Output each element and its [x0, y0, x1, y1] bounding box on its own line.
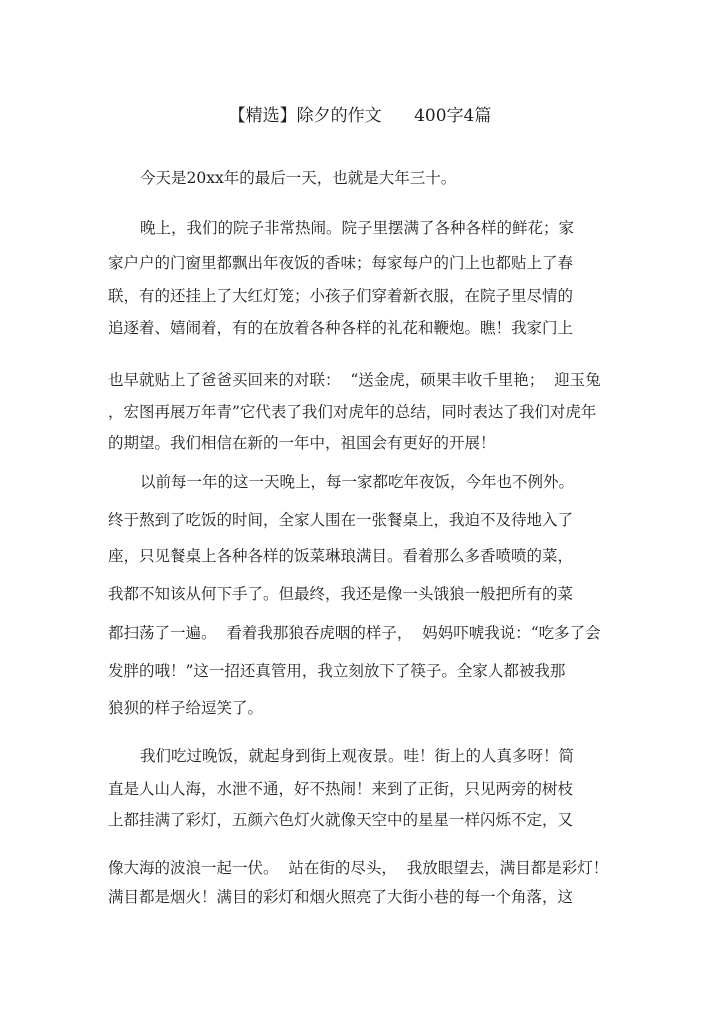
paragraph-line: 满目都是烟火！满目的彩灯和烟火照亮了大街小巷的每一个角落，这 [108, 888, 574, 906]
paragraph-line: 晚上，我们的院子非常热闹。院子里摆满了各种各样的鲜花；家 [140, 219, 575, 237]
paragraph-line: 也早就贴上了爸爸买回来的对联： “送金虎，硕果丰收千里艳； 迎玉兔 [108, 371, 601, 389]
document-title: 【精选】除夕的作文 400字4篇 [228, 106, 492, 126]
paragraph-line: 今天是20xx年的最后一天，也就是大年三十。 [140, 169, 457, 187]
paragraph-line: 我们吃过晚饭，就起身到街上观夜景。哇！街上的人真多呀！简 [140, 747, 575, 765]
paragraph-line: 上都挂满了彩灯，五颜六色灯火就像天空中的星星一样闪烁不定，又 [108, 811, 574, 829]
paragraph-line: 的期望。我们相信在新的一年中，祖国会有更好的开展！ [108, 434, 496, 452]
paragraph-line: 我都不知该从何下手了。但最终，我还是像一头饿狼一般把所有的菜 [108, 585, 574, 603]
paragraph-line: 家户户的门窗里都飘出年夜饭的香味；每家每户的门上也都贴上了春 [108, 254, 574, 272]
paragraph-line: 都扫荡了一遍。 看着我那狼吞虎咽的样子， 妈妈吓唬我说：“吃多了会 [108, 624, 601, 642]
paragraph-line: 发胖的哦！”这一招还真管用，我立刻放下了筷子。全家人都被我那 [108, 662, 566, 680]
paragraph-line: 以前每一年的这一天晚上，每一家都吃年夜饭，今年也不例外。 [140, 473, 575, 491]
paragraph-line: 座，只见餐桌上各种各样的饭菜琳琅满目。看着那么多香喷喷的菜， [108, 547, 574, 565]
paragraph-line: 像大海的波浪一起一伏。 站在街的尽头， 我放眼望去，满目都是彩灯！ [108, 859, 609, 877]
paragraph-line: 狼狈的样子给逗笑了。 [108, 699, 264, 717]
paragraph-line: 追逐着、嬉闹着，有的在放着各种各样的礼花和鞭炮。瞧！我家门上 [108, 319, 574, 337]
paragraph-line: 直是人山人海，水泄不通，好不热闹！来到了正街，只见两旁的树枝 [108, 780, 574, 798]
paragraph-line: 终于熬到了吃饭的时间，全家人围在一张餐桌上，我迫不及待地入了 [108, 511, 574, 529]
paragraph-line: 联，有的还挂上了大红灯笼；小孩子们穿着新衣服，在院子里尽情的 [108, 287, 574, 305]
paragraph-line: ，宏图再展万年青”它代表了我们对虎年的总结，同时表达了我们对虎年 [108, 403, 597, 421]
